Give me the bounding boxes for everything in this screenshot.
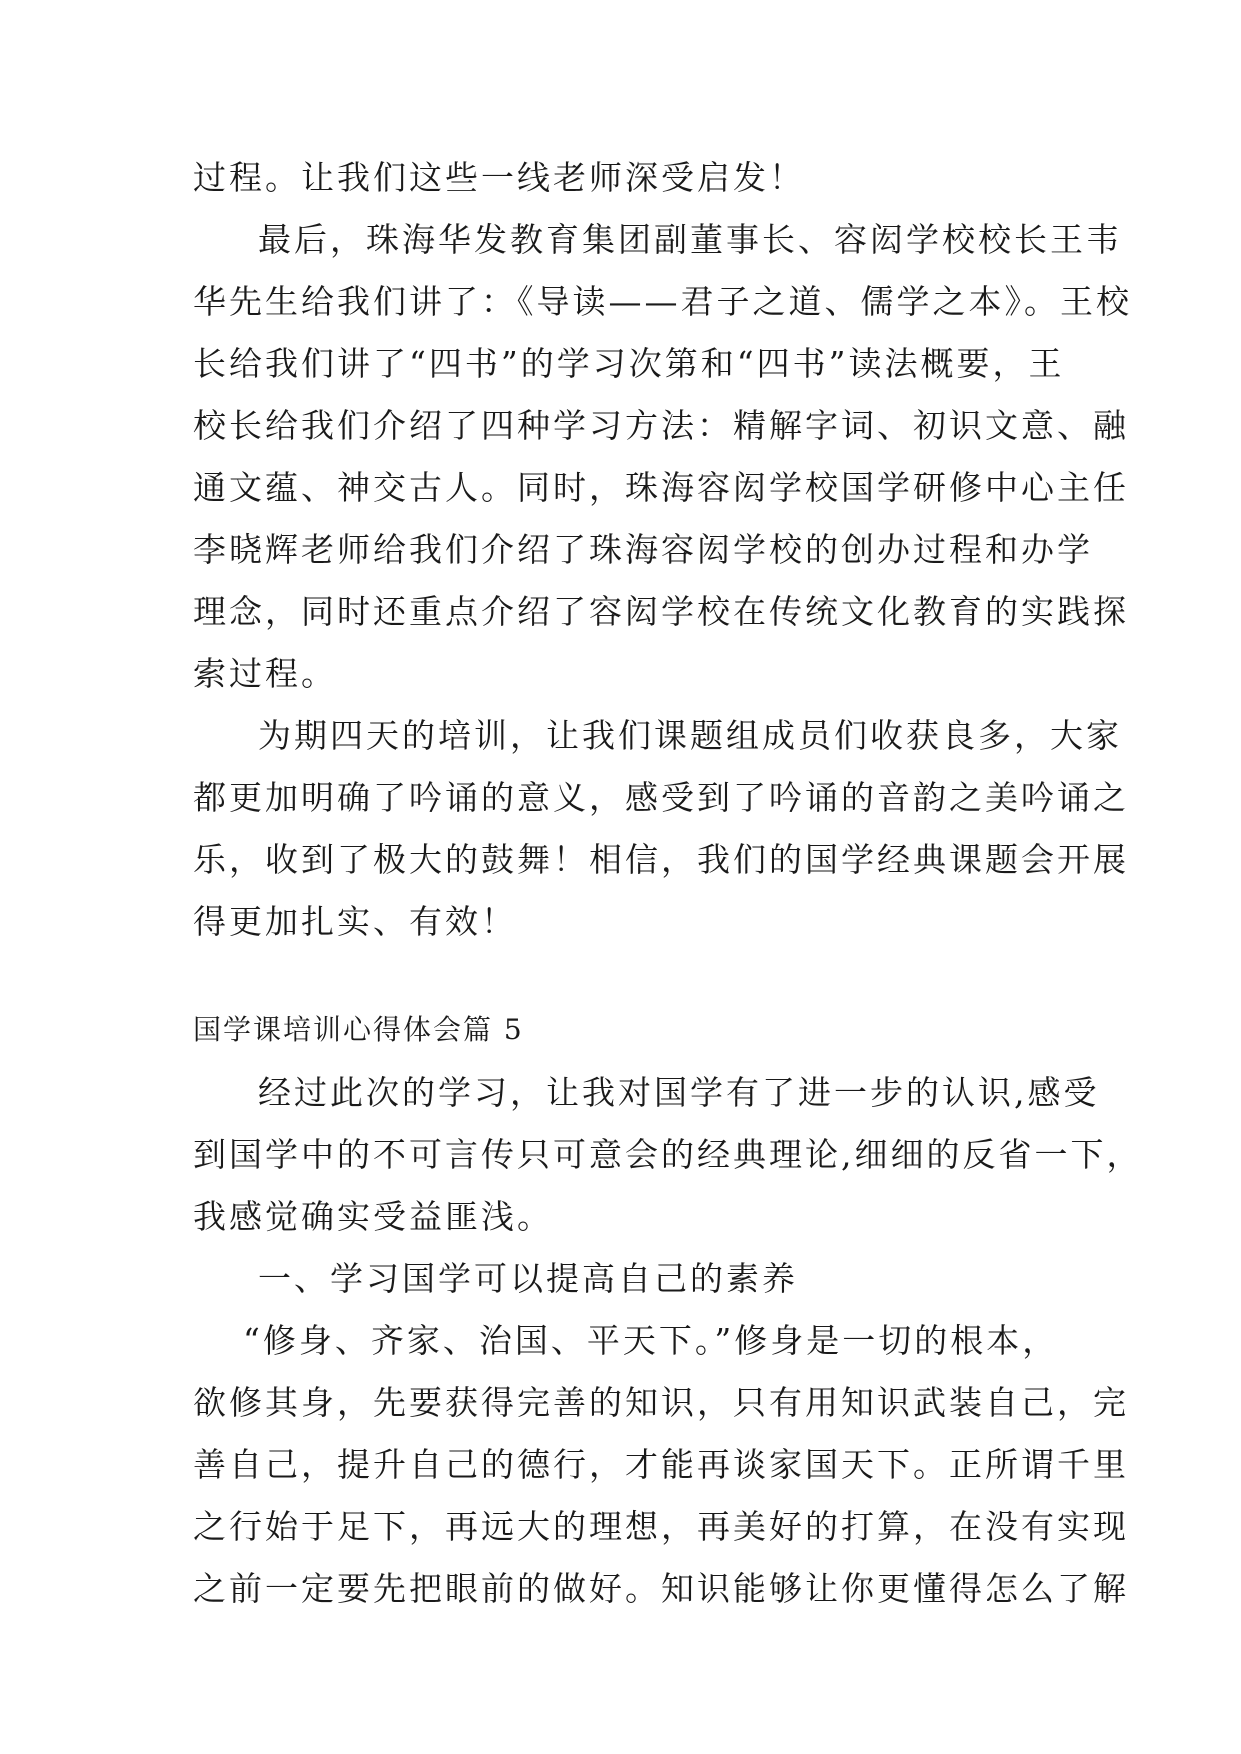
text-line-23: 之前一定要先把眼前的做好。知识能够让你更懂得怎么了解 <box>193 1569 1129 1608</box>
text-line-9: 索过程。 <box>193 654 337 693</box>
text-line-16: 到国学中的不可言传只可意会的经典理论,细细的反省一下， <box>193 1135 1143 1174</box>
text-line-12: 乐，收到了极大的鼓舞！相信，我们的国学经典课题会开展 <box>193 840 1129 879</box>
section-heading: 国学课培训心得体会篇 5 <box>193 1013 524 1046</box>
text-line-10: 为期四天的培训，让我们课题组成员们收获良多，大家 <box>258 716 1122 755</box>
text-line-7: 李晓辉老师给我们介绍了珠海容闳学校的创办过程和办学 <box>193 530 1093 569</box>
text-line-8: 理念，同时还重点介绍了容闳学校在传统文化教育的实践探 <box>193 592 1129 631</box>
text-line-19: “修身、齐家、治国、平天下。”修身是一切的根本， <box>243 1321 1059 1360</box>
text-line-3: 华先生给我们讲了：《导读——君子之道、儒学之本》。王校 <box>193 282 1132 321</box>
text-line-1: 过程。让我们这些一线老师深受启发！ <box>193 158 805 197</box>
text-line-4: 长给我们讲了“四书”的学习次第和“四书”读法概要，王 <box>193 344 1065 383</box>
text-line-13: 得更加扎实、有效！ <box>193 902 517 941</box>
text-line-6: 通文蕴、神交古人。同时，珠海容闳学校国学研修中心主任 <box>193 468 1129 507</box>
text-line-20: 欲修其身，先要获得完善的知识，只有用知识武装自己，完 <box>193 1383 1129 1422</box>
text-line-11: 都更加明确了吟诵的意义，感受到了吟诵的音韵之美吟诵之 <box>193 778 1129 817</box>
text-line-5: 校长给我们介绍了四种学习方法：精解字词、初识文意、融 <box>193 406 1129 445</box>
text-line-15: 经过此次的学习，让我对国学有了进一步的认识,感受 <box>258 1073 1100 1112</box>
text-line-17: 我感觉确实受益匪浅。 <box>193 1197 553 1236</box>
text-line-22: 之行始于足下，再远大的理想，再美好的打算，在没有实现 <box>193 1507 1129 1546</box>
subheading-line: 一、学习国学可以提高自己的素养 <box>258 1259 798 1298</box>
text-line-2: 最后，珠海华发教育集团副董事长、容闳学校校长王韦 <box>258 220 1122 259</box>
text-line-21: 善自己，提升自己的德行，才能再谈家国天下。正所谓千里 <box>193 1445 1129 1484</box>
